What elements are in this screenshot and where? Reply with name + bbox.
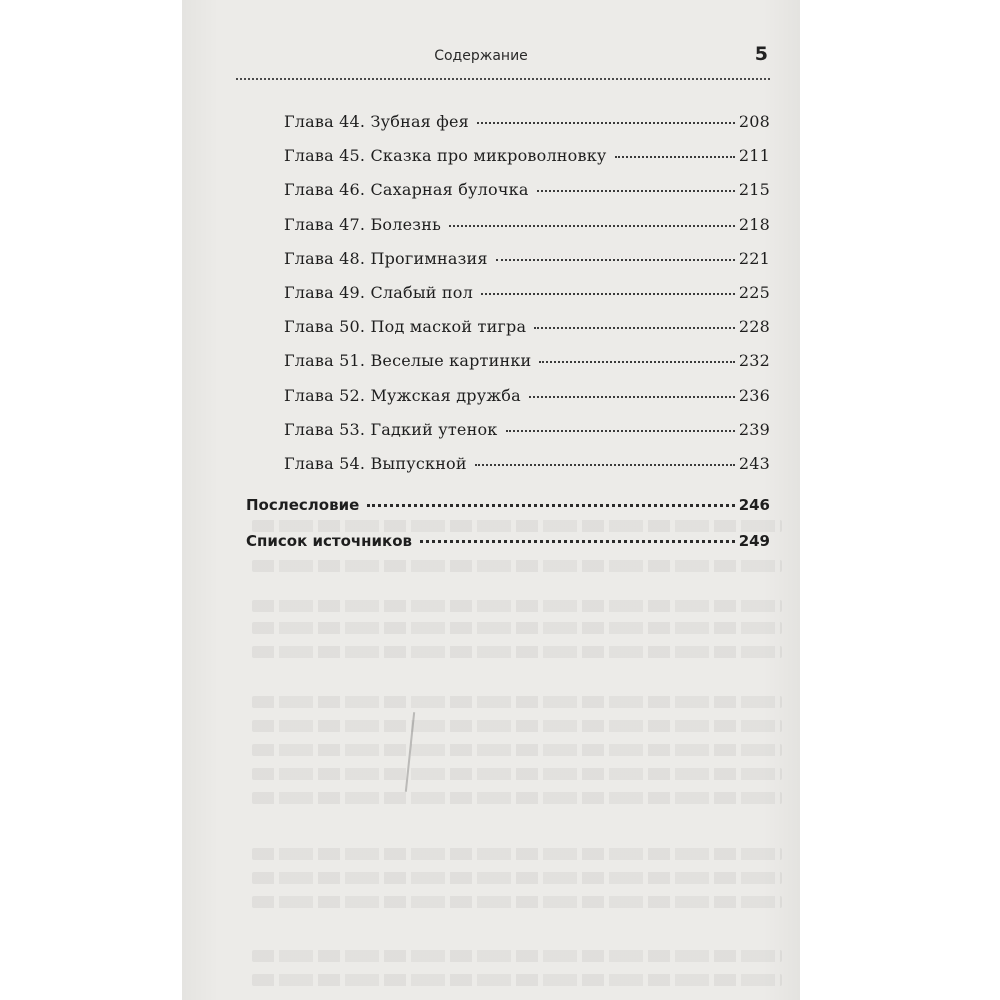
section-list <box>246 496 770 568</box>
toc-entry-title: Глава 49. Слабый пол <box>284 282 473 302</box>
toc-entry[interactable] <box>284 454 770 488</box>
bleed-through-text <box>252 974 782 986</box>
bleed-through-text <box>252 950 782 962</box>
toc-entry[interactable] <box>284 420 770 454</box>
toc-entry-page: 208 <box>738 112 770 131</box>
toc-entry-page: 239 <box>738 419 770 439</box>
dot-leader <box>420 540 735 543</box>
toc-entry-page: 232 <box>738 351 770 371</box>
dot-leader <box>534 327 735 329</box>
running-header <box>236 42 784 82</box>
toc-entry-page: 221 <box>738 248 770 268</box>
bleed-through-text <box>252 720 782 732</box>
dot-leader <box>537 190 735 192</box>
toc-entry-title: Глава 54. Выпускной <box>284 453 467 473</box>
toc-section-page: 249 <box>738 532 770 550</box>
chapter-list <box>284 112 770 488</box>
dot-leader <box>367 504 734 507</box>
page-number: 5 <box>754 43 768 65</box>
dot-leader <box>481 293 735 295</box>
bleed-through-text <box>252 622 782 634</box>
toc-entry[interactable] <box>284 283 770 317</box>
toc-entry[interactable] <box>284 180 770 214</box>
toc-entry-title: Глава 48. Прогимназия <box>284 248 488 268</box>
toc-entry-page: 211 <box>738 146 770 166</box>
toc-entry-title: Глава 44. Зубная фея <box>284 112 469 131</box>
toc-section-entry[interactable] <box>246 532 770 568</box>
toc-entry[interactable] <box>284 351 770 385</box>
toc-entry-title: Глава 51. Веселые картинки <box>284 351 532 371</box>
header-title: Содержание <box>434 48 528 64</box>
toc-entry[interactable] <box>284 146 770 180</box>
toc-entry[interactable] <box>284 317 770 351</box>
toc-entry[interactable] <box>284 112 770 146</box>
bleed-through-text <box>252 768 782 780</box>
toc-entry-page: 225 <box>738 282 770 302</box>
toc-entry-page: 218 <box>738 214 770 234</box>
dot-leader <box>615 156 735 158</box>
toc-entry-page: 243 <box>738 453 770 473</box>
bleed-through-text <box>252 600 782 612</box>
dot-leader <box>506 430 735 432</box>
toc-entry-page: 236 <box>738 385 770 405</box>
dot-leader <box>475 464 735 466</box>
toc-entry-title: Глава 53. Гадкий утенок <box>284 419 498 439</box>
bleed-through-text <box>252 872 782 884</box>
bleed-through-text <box>252 896 782 908</box>
toc-section-title: Список источников <box>246 532 413 550</box>
toc-entry-title: Глава 45. Сказка про микроволновку <box>284 146 607 166</box>
book-page <box>182 0 800 1000</box>
toc-entry[interactable] <box>284 249 770 283</box>
toc-entry-title: Глава 52. Мужская дружба <box>284 385 521 405</box>
bleed-through-text <box>252 696 782 708</box>
dot-leader <box>449 225 735 227</box>
toc-section-title: Послесловие <box>246 496 360 514</box>
dot-leader <box>496 259 735 261</box>
dot-leader <box>529 396 735 398</box>
toc-entry[interactable] <box>284 215 770 249</box>
header-dotted-rule <box>236 78 770 80</box>
toc-section-entry[interactable] <box>246 496 770 532</box>
toc-entry-title: Глава 46. Сахарная булочка <box>284 180 529 200</box>
toc-section-page: 246 <box>738 496 770 514</box>
bleed-through-text <box>252 792 782 804</box>
toc-entry-title: Глава 50. Под маской тигра <box>284 317 527 337</box>
toc-entry-page: 228 <box>738 317 770 337</box>
toc-entry[interactable] <box>284 386 770 420</box>
bleed-through-text <box>252 848 782 860</box>
bleed-through-text <box>252 744 782 756</box>
toc-entry-title: Глава 47. Болезнь <box>284 214 441 234</box>
dot-leader <box>477 122 735 124</box>
toc-entry-page: 215 <box>738 180 770 200</box>
bleed-through-text <box>252 646 782 658</box>
dot-leader <box>539 361 734 363</box>
